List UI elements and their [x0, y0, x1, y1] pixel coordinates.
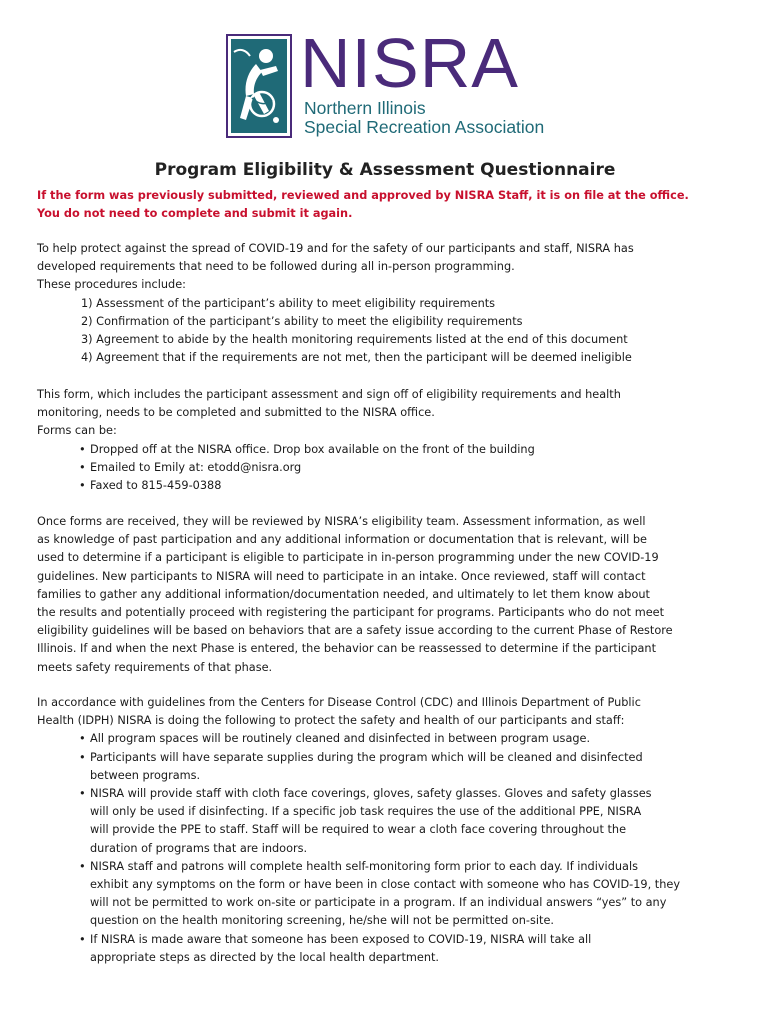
procedure-item: 3) Agreement to abide by the health monitoring requirements listed at the end of this document	[81, 333, 628, 347]
submission-method	[37, 477, 737, 495]
tennis-player-icon	[226, 34, 292, 138]
logo-subtitle-line2: Special Recreation Association	[304, 117, 545, 137]
cdc-bullet-line: will only be used if disinfecting. If a specific job task requires the use of the additional PPE, NISRA	[90, 805, 642, 819]
bullet-icon: •	[79, 732, 86, 746]
cdc-bullet-line: If NISRA is made aware that someone has been exposed to COVID-19, NISRA will take all	[90, 932, 592, 946]
cdc-bullet-line: will provide the PPE to staff. Staff will be required to wear a cloth face covering throughout the	[90, 823, 627, 837]
notice-line: You do not need to complete and submit it again.	[37, 207, 353, 220]
cdc-bullet	[37, 858, 737, 931]
cdc-bullet-line: NISRA will provide staff with cloth face coverings, gloves, safety glasses. Gloves and safety glasses	[90, 787, 652, 801]
submission-method	[37, 459, 737, 477]
review-line: meets safety requirements of that phase.	[37, 660, 273, 674]
submission-method-text: Dropped off at the NISRA office. Drop box available on the front of the building	[90, 442, 535, 456]
submission-line: monitoring, needs to be completed and submitted to the NISRA office.	[37, 406, 435, 420]
review-line: Once forms are received, they will be reviewed by NISRA’s eligibility team. Assessment information, as well	[37, 515, 646, 528]
review-line: used to determine if a participant is eligible to participate in in-person programming under the new COVID-19	[37, 551, 659, 565]
review-line: as knowledge of past participation and any additional information or documentation that is relevant, will be	[37, 533, 647, 547]
notice-line: If the form was previously submitted, reviewed and approved by NISRA Staff, it is on file at the office.	[37, 189, 689, 202]
nisra-logo	[226, 24, 545, 140]
cdc-bullet-line: Participants will have separate supplies during the program which will be cleaned and disinfected	[90, 750, 643, 764]
bullet-icon: •	[79, 750, 86, 764]
cdc-bullet-line: All program spaces will be routinely cleaned and disinfected in between program usage.	[90, 732, 591, 746]
logo-title: NISRA	[300, 24, 519, 102]
review-line: eligibility guidelines will be based on behaviors that are a safety issue according to the current Phase of Restore	[37, 624, 673, 638]
intro-line: These procedures include:	[37, 278, 186, 292]
review-line: guidelines. New participants to NISRA will need to participate in an intake. Once reviewed, staff will contact	[37, 569, 646, 583]
cdc-bullet-line: appropriate steps as directed by the local health department.	[90, 950, 440, 964]
cdc-bullet-line: NISRA staff and patrons will complete health self-monitoring form prior to each day. If individuals	[90, 859, 638, 873]
logo-subtitle-line1: Northern Illinois	[304, 98, 426, 118]
cdc-bullet-line: exhibit any symptoms on the form or have been in close contact with someone who has COVID-19, they	[90, 878, 681, 892]
cdc-bullet	[37, 931, 737, 967]
cdc-bullet-line: question on the health monitoring screening, he/she will not be permitted on-site.	[90, 914, 554, 928]
cdc-bullet-line: duration of programs that are indoors.	[90, 841, 308, 855]
procedure-item: 2) Confirmation of the participant’s ability to meet the eligibility requirements	[81, 314, 523, 328]
page-title: Program Eligibility & Assessment Questionnaire	[154, 160, 616, 180]
intro-line: developed requirements that need to be followed during all in-person programming.	[37, 260, 515, 274]
cdc-bullet	[37, 785, 737, 858]
procedure-item: 1) Assessment of the participant’s ability to meet eligibility requirements	[81, 296, 496, 310]
review-line: the results and potentially proceed with registering the participant for programs. Participants who do not meet	[37, 606, 665, 620]
submission-method-text: Faxed to 815-459-0388	[90, 479, 222, 493]
cdc-line: Health (IDPH) NISRA is doing the following to protect the safety and health of our participants and staff:	[37, 714, 625, 728]
bullet-icon: •	[79, 460, 86, 474]
submission-line: Forms can be:	[37, 424, 117, 438]
bullet-icon: •	[79, 787, 86, 801]
bullet-icon: •	[79, 859, 86, 873]
cdc-bullet	[37, 749, 737, 785]
submission-section	[37, 386, 737, 495]
cdc-bullet-line: between programs.	[90, 768, 201, 782]
notice-text	[37, 187, 737, 223]
submission-method	[37, 441, 737, 459]
submission-line: This form, which includes the participant assessment and sign off of eligibility requirements and health	[37, 388, 621, 401]
review-line: Illinois. If and when the next Phase is entered, the behavior can be reassessed to determine if the participant	[37, 642, 657, 656]
bullet-icon: •	[79, 479, 86, 493]
review-section	[37, 513, 737, 677]
submission-method-text: Emailed to Emily at: etodd@nisra.org	[90, 460, 302, 474]
cdc-section	[37, 694, 737, 967]
intro-section	[37, 240, 737, 367]
cdc-bullet-line: will not be permitted to work on-site or participate in a program. If an individual answers “yes” to any	[90, 896, 667, 910]
intro-line: To help protect against the spread of COVID-19 and for the safety of our participants and staff, NISRA has	[37, 242, 634, 255]
procedure-item: 4) Agreement that if the requirements are not met, then the participant will be deemed ineligible	[81, 351, 632, 365]
cdc-bullet	[37, 730, 737, 748]
cdc-line: In accordance with guidelines from the Centers for Disease Control (CDC) and Illinois Department of Public	[37, 696, 641, 709]
bullet-icon: •	[79, 932, 86, 946]
bullet-icon: •	[79, 442, 86, 456]
review-line: families to gather any additional information/documentation needed, and ultimately to let them know about	[37, 587, 650, 601]
